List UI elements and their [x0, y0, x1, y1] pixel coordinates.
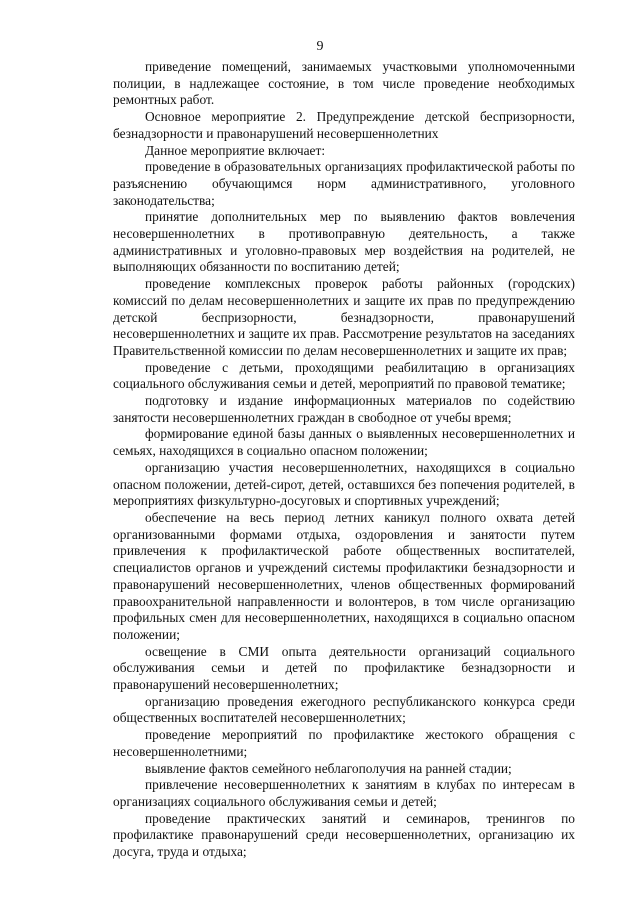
- paragraph-16: привлечение несовершеннолетних к занятиям в клубах по интересам в организациях социального обслуживания семьи и детей;: [113, 777, 575, 809]
- paragraph-2: Основное мероприятие 2. Предупреждение детской беспризорности, безнадзорности и правонарушений несовершеннолетних: [113, 109, 575, 141]
- paragraph-13: организацию проведения ежегодного республиканского конкурса среди общественных воспитателей несовершеннолетних;: [113, 693, 575, 726]
- paragraph-15: выявление фактов семейного неблагополучия на ранней стадии;: [145, 760, 512, 776]
- paragraph-3: Данное мероприятие включает:: [145, 142, 326, 158]
- document-body: [113, 59, 575, 861]
- paragraph-1: приведение помещений, занимаемых участковыми уполномоченными полиции, в надлежащее состояние, в том числе проведение необходимых ремонтных работ.: [113, 59, 575, 108]
- paragraph-6: проведение комплексных проверок работы районных (городских) комиссий по делам несовершеннолетних и защите их прав по предупреждению детской беспризорности, безнадзорности, правонарушений несовершеннолетних и защите их прав. Рассмотрение результатов на заседаниях Правительственной комиссии по делам несовершеннолетних и защите их прав;: [113, 276, 575, 358]
- paragraph-9: формирование единой базы данных о выявленных несовершеннолетних и семьях, находящихся в социально опасном положении;: [113, 426, 575, 459]
- paragraph-7: проведение с детьми, проходящими реабилитацию в организациях социального обслуживания семьи и детей, мероприятий по правовой тематике;: [113, 359, 575, 392]
- paragraph-10: организацию участия несовершеннолетних, находящихся в социально опасном положении, детей-сирот, детей, оставшихся без попечения родителей, в мероприятиях физкультурно-досуговых и спортивных учреждений;: [113, 459, 575, 509]
- paragraph-4: проведение в образовательных организациях профилактической работы по разъяснению обучающимся норм административного, уголовного законодательства;: [113, 159, 575, 208]
- paragraph-17: проведение практических занятий и семинаров, тренингов по профилактике правонарушений среди несовершеннолетних, организацию их досуга, труда и отдыха;: [113, 810, 575, 860]
- paragraph-8: подготовку и издание информационных материалов по содействию занятости несовершеннолетних граждан в свободное от учебы время;: [113, 393, 575, 425]
- paragraph-12: освещение в СМИ опыта деятельности организаций социального обслуживания семьи и детей по профилактике безнадзорности и правонарушений несовершеннолетних;: [113, 643, 575, 693]
- paragraph-14: проведение мероприятий по профилактике жестокого обращения с несовершеннолетними;: [113, 727, 575, 759]
- paragraph-5: принятие дополнительных мер по выявлению фактов вовлечения несовершеннолетних в противоправную деятельность, а также административных и уголовно-правовых мер воздействия на родителей, не выполняющих обязанности по воспитанию детей;: [113, 209, 575, 275]
- page-number: 9: [316, 39, 324, 54]
- paragraph-11: обеспечение на весь период летних каникул полного охвата детей организованными формами отдыха, оздоровления и занятости путем привлечения к профилактической работе общественных воспитателей, специалистов органов и учреждений системы профилактики безнадзорности и правонарушений несовершеннолетних, членов общественных формирований правоохранительной направленности и волонтеров, в том числе организацию профильных смен для несовершеннолетних, находящихся в социально опасном положении;: [113, 509, 575, 642]
